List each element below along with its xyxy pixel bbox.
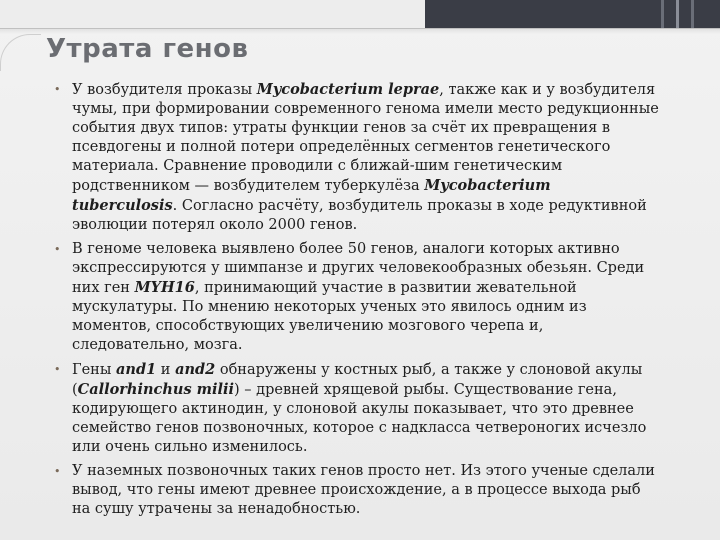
gene-name: and1 — [116, 361, 157, 378]
text-run: и — [156, 362, 176, 378]
corner-arc-decoration — [0, 34, 41, 71]
species-name: Mycobacterium leprae — [256, 81, 440, 98]
list-item — [50, 360, 660, 457]
gene-name: and2 — [175, 361, 216, 378]
bullet-list — [50, 80, 660, 524]
list-item — [50, 240, 660, 355]
text-run: , принимающий участие в развитии жевательной мускулатуры. По мнению некоторых ученых это явилось одним из моментов, способствующих увеличению мозгового черепа и, следовательно, мозга. — [72, 280, 587, 353]
text-run: У возбудителя проказы — [72, 82, 257, 98]
text-run: У наземных позвоночных таких генов просто нет. Из этого ученые сделали вывод, что гены имеют древнее происхождение, а в процессе выхода рыб на сушу утрачены за ненадобностью. — [72, 463, 655, 517]
species-name: Callorhinchus milii — [77, 381, 235, 398]
bullet-icon: • — [54, 83, 61, 96]
header-decoration — [425, 0, 720, 28]
species-name: Mycobacterium tuberculosis — [72, 177, 551, 214]
gene-name: MYH16 — [134, 279, 195, 296]
decorative-ticks — [661, 0, 694, 28]
text-run: ) – древней хрящевой рыбы. Существование гена, кодирующего актинодин, у слоновой акулы показывает, что это древнее семейство генов позвоночных, которое с надкласса четвероногих исчезло или очень сильно изменилось. — [72, 382, 647, 455]
text-run: В геноме человека выявлено более 50 генов, аналоги которых активно экспрессируются у шимпанзе и других человекообразных обезьян. Среди них ген — [72, 241, 645, 296]
list-item — [50, 462, 660, 519]
slide-title: Утрата генов — [46, 34, 249, 64]
bullet-icon: • — [54, 243, 61, 256]
bullet-icon: • — [54, 465, 61, 478]
text-run: . Согласно расчёту, возбудитель проказы в ходе редуктивной эволюции потерял около 2000 генов. — [72, 198, 647, 233]
text-run: обнаружены у костных рыб, а также у слоновой акулы ( — [72, 362, 643, 398]
text-run: Гены — [72, 362, 116, 378]
text-run: , также как и у возбудителя чумы, при формировании современного генома имели место редукционные события двух типов: утраты функции генов за счёт их превращения в псевдогены и полной потери определённых сегментов генетического материала. Сравнение проводили с ближай-шим генетическим родственником — возбудителем туберкулёза — [72, 82, 659, 194]
list-item — [50, 80, 660, 235]
bullet-icon: • — [54, 363, 61, 376]
